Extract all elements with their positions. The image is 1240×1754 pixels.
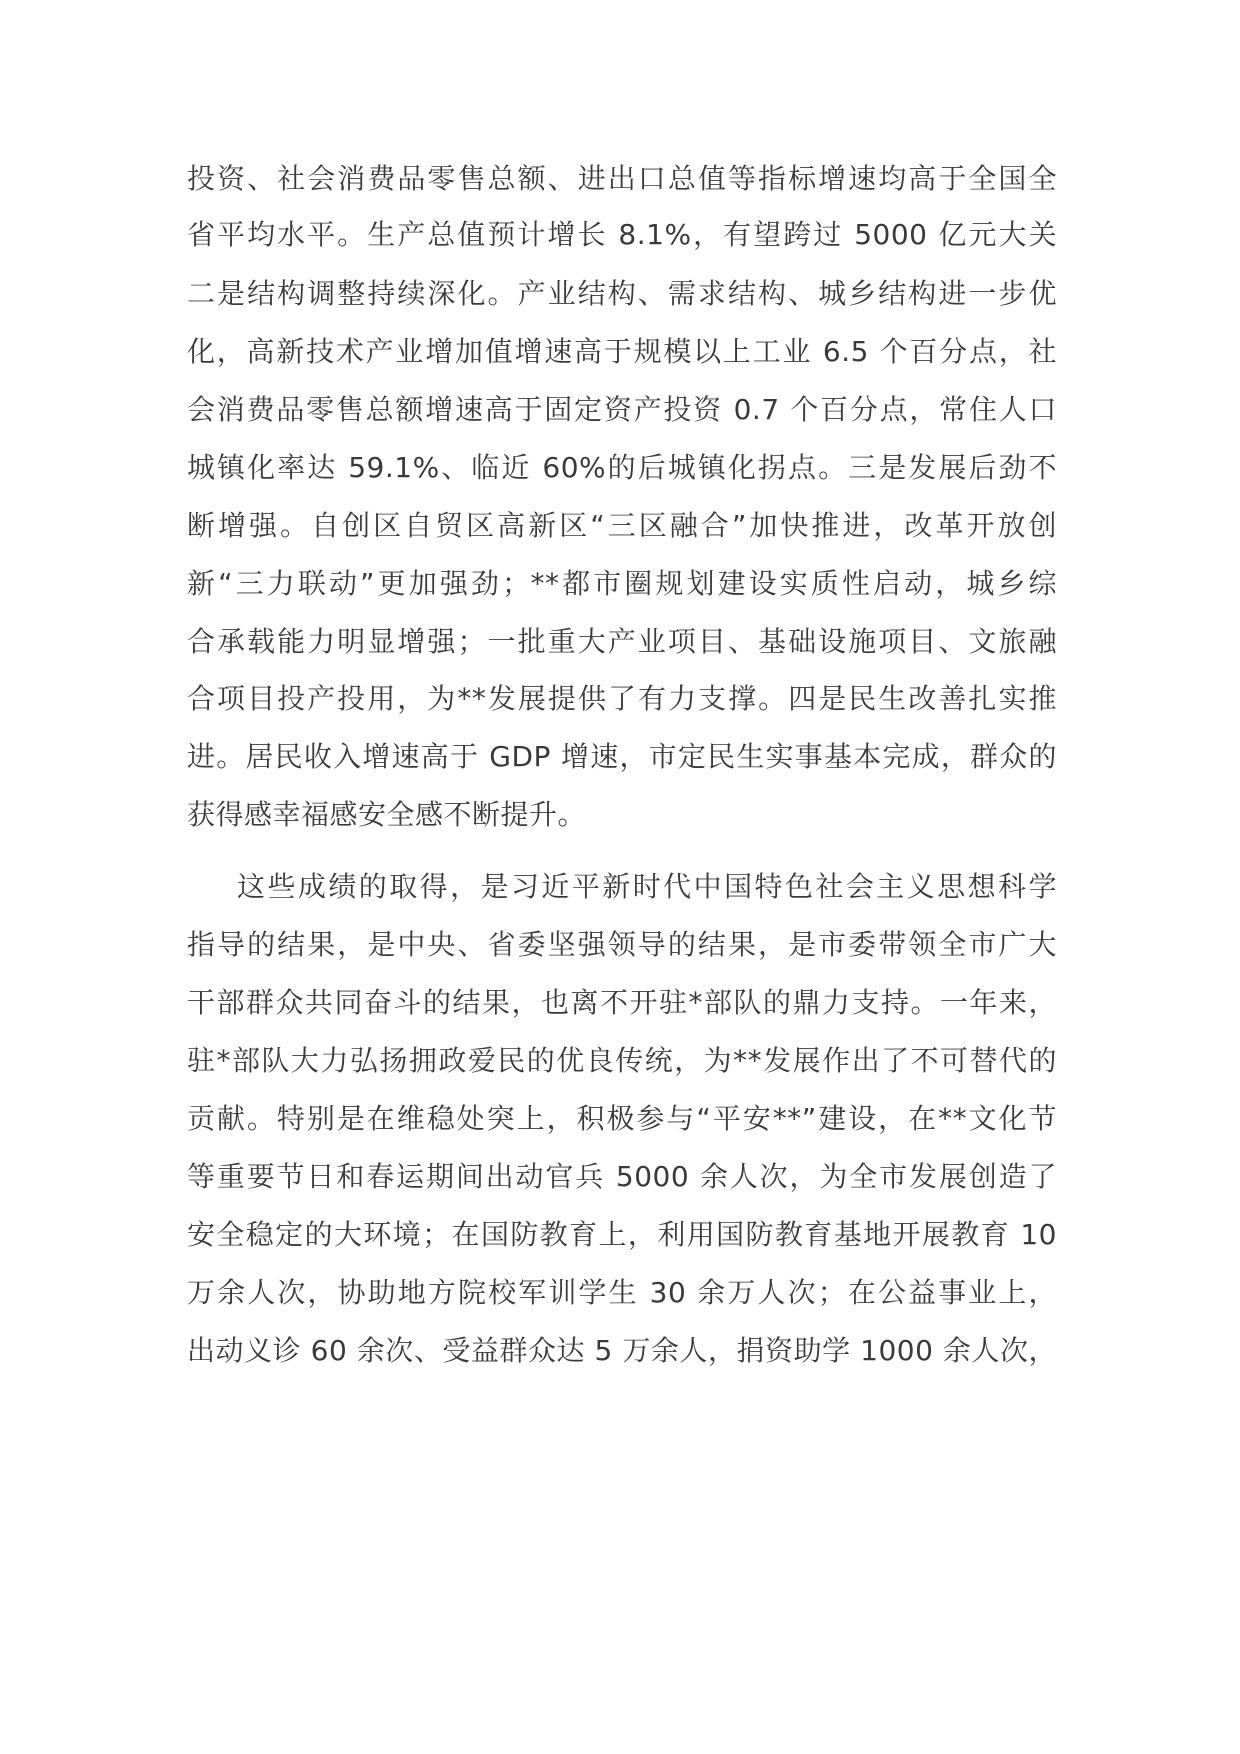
text-line: 这些成绩的取得，是习近平新时代中国特色社会主义思想科学 — [237, 870, 1057, 903]
text-line: 新“三力联动”更加强劲；**都市圈规划建设实质性启动，城乡综 — [187, 567, 1057, 600]
text-line: 干部群众共同奋斗的结果，也离不开驻*部队的鼎力支持。一年来， — [187, 986, 1057, 1019]
text-line: 城镇化率达 59.1%、临近 60%的后城镇化拐点。三是发展后劲不 — [187, 451, 1057, 484]
text-line: 合承载能力明显增强；一批重大产业项目、基础设施项目、文旅融 — [187, 625, 1057, 658]
text-line: 驻*部队大力弘扬拥政爱民的优良传统，为**发展作出了不可替代的 — [187, 1044, 1057, 1077]
text-line: 安全稳定的大环境；在国防教育上，利用国防教育基地开展教育 10 — [187, 1218, 1057, 1251]
text-line: 等重要节日和春运期间出动官兵 5000 余人次，为全市发展创造了 — [187, 1160, 1057, 1193]
text-line: 合项目投产投用，为**发展提供了有力支撑。四是民生改善扎实推 — [187, 682, 1057, 715]
text-line: 省平均水平。生产总值预计增长 8.1%，有望跨过 5000 亿元大关 — [187, 218, 1057, 251]
text-line: 化，高新技术产业增加值增速高于规模以上工业 6.5 个百分点，社 — [187, 335, 1057, 368]
text-line: 进。居民收入增速高于 GDP 增速，市定民生实事基本完成，群众的 — [187, 740, 1057, 773]
text-line: 指导的结果，是中央、省委坚强领导的结果，是市委带领全市广大 — [187, 928, 1057, 961]
text-line: 万余人次，协助地方院校军训学生 30 余万人次；在公益事业上， — [187, 1276, 1057, 1309]
text-line: 断增强。自创区自贸区高新区“三区融合”加快推进，改革开放创 — [187, 509, 1057, 542]
text-line: 出动义诊 60 余次、受益群众达 5 万余人，捐资助学 1000 余人次， — [187, 1334, 1057, 1367]
text-line: 二是结构调整持续深化。产业结构、需求结构、城乡结构进一步优 — [187, 277, 1057, 310]
text-line: 贡献。特别是在维稳处突上，积极参与“平安**”建设，在**文化节 — [187, 1102, 1057, 1135]
text-line: 获得感幸福感安全感不断提升。 — [187, 798, 587, 831]
text-line: 会消费品零售总额增速高于固定资产投资 0.7 个百分点，常住人口 — [187, 393, 1057, 426]
text-line: 投资、社会消费品零售总额、进出口总值等指标增速均高于全国全 — [187, 162, 1057, 195]
